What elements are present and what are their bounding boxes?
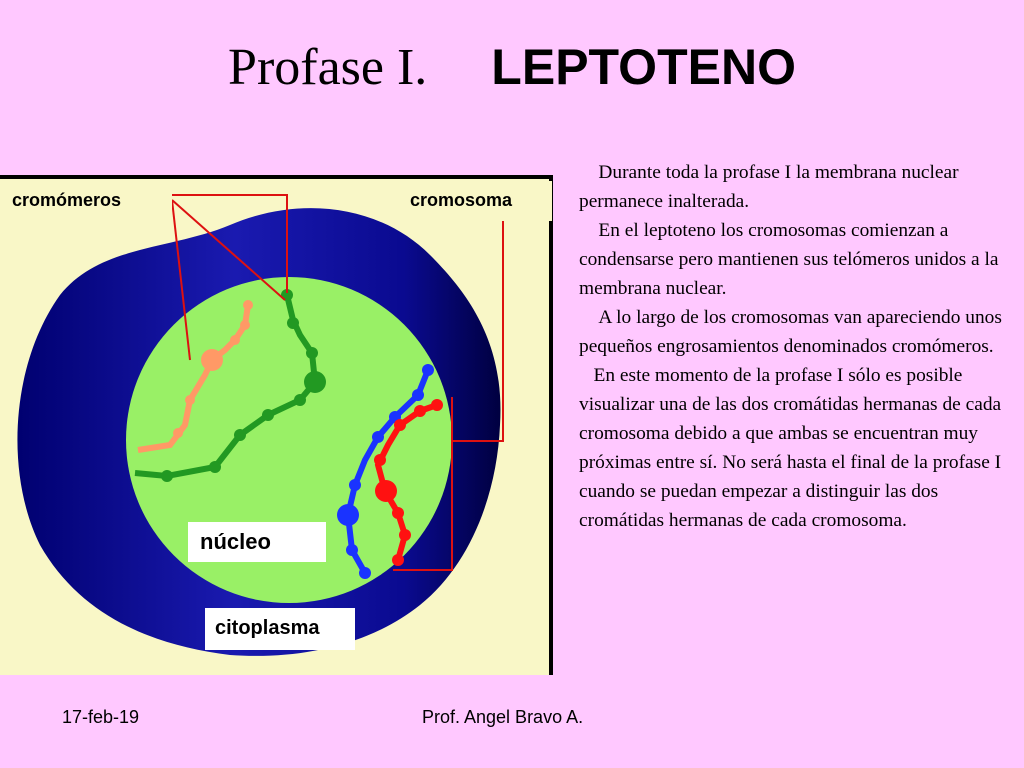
paragraph-2 bbox=[579, 216, 1019, 303]
cromomero bbox=[337, 504, 359, 526]
footer-author: Prof. Angel Bravo A. bbox=[422, 707, 584, 727]
cromomero bbox=[201, 349, 223, 371]
cromomero bbox=[262, 409, 274, 421]
label-cromosoma: cromosoma bbox=[400, 181, 552, 221]
cromomero bbox=[412, 389, 424, 401]
label-citoplasma: citoplasma bbox=[205, 608, 355, 650]
footer-date: 17-feb-19 bbox=[62, 707, 140, 727]
paragraph-3-text: A lo largo de los cromosomas van apareciendo unos pequeños engrosamientos denominados cromómeros. bbox=[579, 307, 1002, 357]
cromomero bbox=[372, 431, 384, 443]
paragraph-1-text: Durante toda la profase I la membrana nuclear permanece inalterada. bbox=[579, 162, 959, 212]
cromomero bbox=[399, 529, 411, 541]
title-phase: Profase I. bbox=[228, 39, 428, 96]
paragraph-4 bbox=[579, 361, 1019, 535]
cromomero bbox=[431, 399, 443, 411]
panel-border-top bbox=[0, 175, 553, 179]
title-stage: LEPTOTENO bbox=[491, 39, 796, 95]
cromomero bbox=[392, 507, 404, 519]
cromomero bbox=[240, 320, 250, 330]
slide-title bbox=[0, 38, 1024, 108]
cromomero bbox=[392, 554, 404, 566]
paragraph-1 bbox=[579, 158, 1019, 216]
cromomero bbox=[374, 454, 386, 466]
cromomero bbox=[209, 461, 221, 473]
cromomero bbox=[394, 419, 406, 431]
cromomero bbox=[359, 567, 371, 579]
cromomero bbox=[173, 428, 183, 438]
panel-border-right bbox=[549, 175, 553, 675]
cromomero bbox=[422, 364, 434, 376]
cromomero bbox=[230, 335, 240, 345]
cromomero bbox=[349, 479, 361, 491]
leptotene-diagram bbox=[0, 175, 553, 675]
cromomero bbox=[287, 317, 299, 329]
cromomero bbox=[185, 395, 195, 405]
cromomero bbox=[304, 371, 326, 393]
paragraph-2-text: En el leptoteno los cromosomas comienzan a condensarse pero mantienen sus telómeros unidos a la membrana nuclear. bbox=[579, 220, 999, 299]
cell-illustration bbox=[0, 175, 553, 675]
description-text bbox=[579, 158, 1019, 535]
cromomero bbox=[234, 429, 246, 441]
cromomero bbox=[414, 405, 426, 417]
cromomero bbox=[346, 544, 358, 556]
label-nucleo: núcleo bbox=[188, 522, 326, 562]
paragraph-4-text: En este momento de la profase I sólo es posible visualizar una de las dos cromátidas hermanas de cada cromosoma debido a que ambas se encuentran muy próximas entre sí. No será hasta el final de la profase I cuando se puedan empezar a distinguir las dos cromátidas hermanas de cada cromosoma. bbox=[579, 365, 1002, 531]
cromomero bbox=[375, 480, 397, 502]
label-cromomeros: cromómeros bbox=[0, 181, 172, 221]
cromomero bbox=[161, 470, 173, 482]
cromomero bbox=[294, 394, 306, 406]
cromomero bbox=[306, 347, 318, 359]
cromomero bbox=[243, 300, 253, 310]
paragraph-3 bbox=[579, 303, 1019, 361]
